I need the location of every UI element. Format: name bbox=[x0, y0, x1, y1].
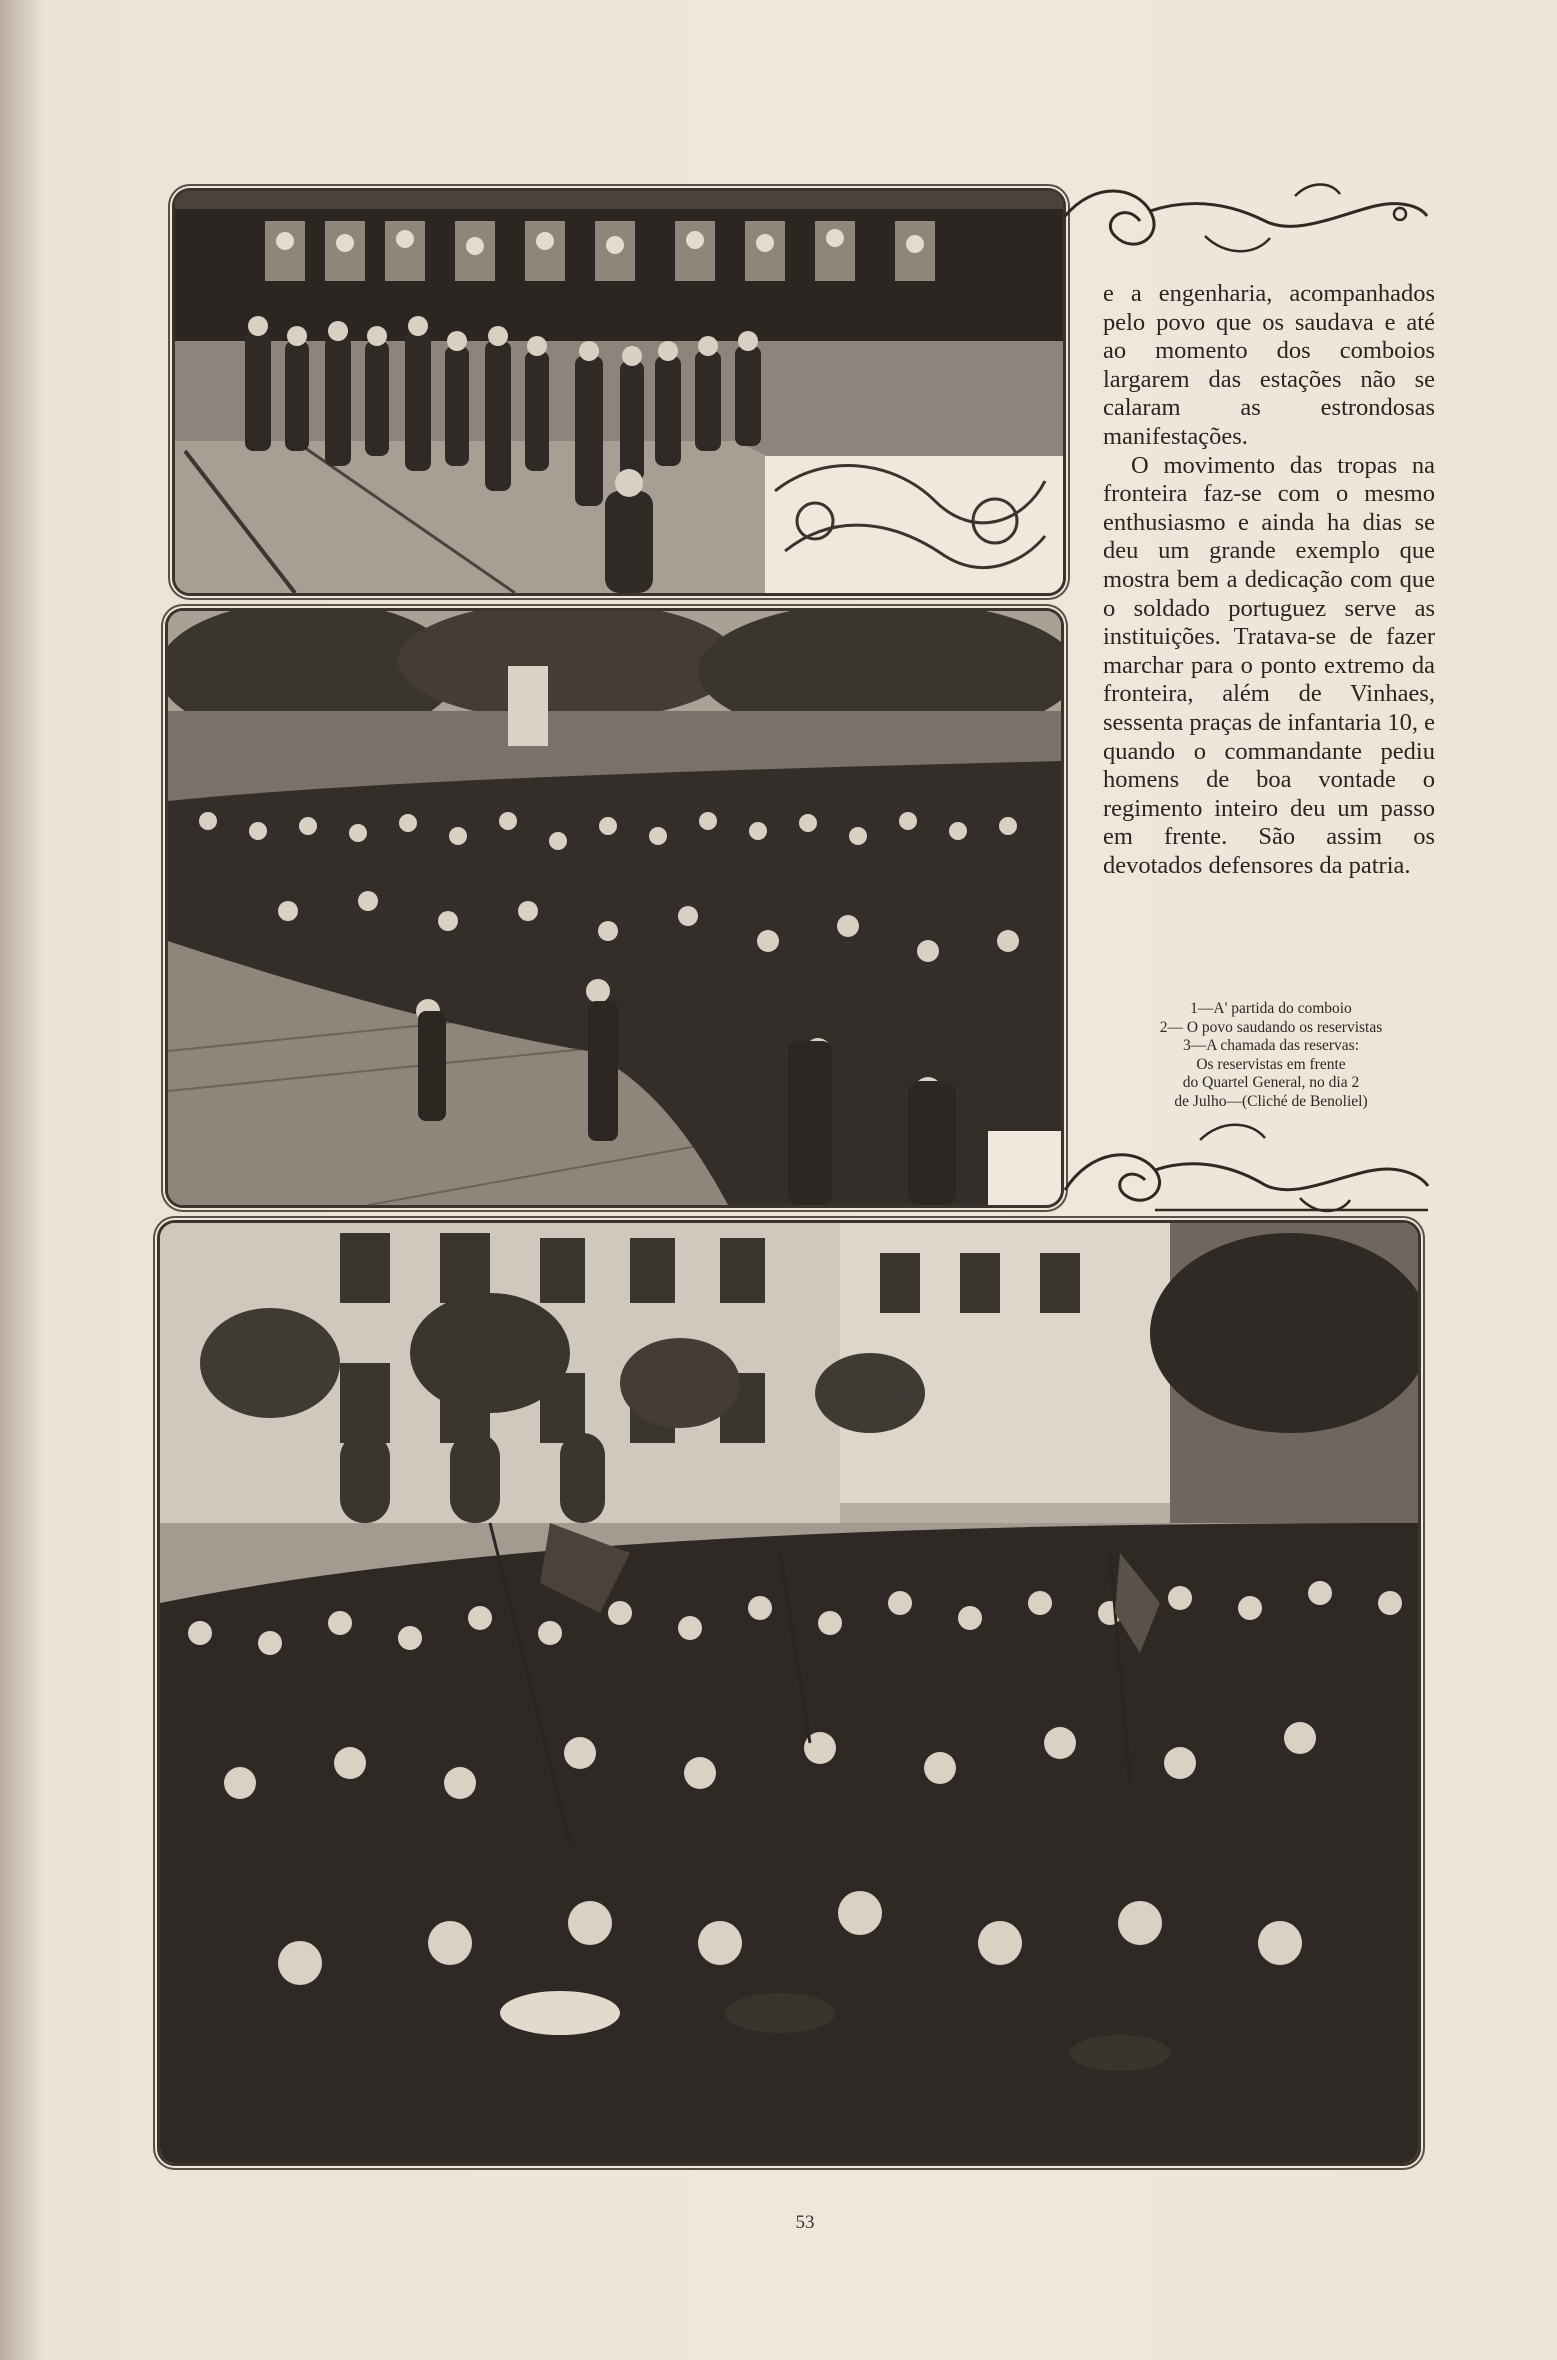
article-paragraph: e a engenharia, acompanhados pelo povo que os saudava e até ao momento dos comboios largarem das estações não se calaram as estrondosas manifestações. bbox=[1103, 280, 1435, 450]
caption-line: 3—A chamada das reservas: bbox=[1182, 1037, 1360, 1055]
caption-line: de Julho—(Cliché de Benoliel) bbox=[1174, 1092, 1368, 1110]
article-paragraph: O movimento das tropas na fronteira faz-se com o mesmo enthusiasmo e ainda ha dias se deu um grande exemplo que mostra bem a dedicação com que o soldado portuguez serve as instituições. Tratava-se de fazer marchar para o ponto extremo da fronteira, além de Vinhaes, sessenta praças de infantaria 10, e quando o commandante pediu homens de boa vontade o regimento inteiro deu um passo em frente. São assim os devotados defensores da patria. bbox=[1103, 451, 1435, 879]
article-text-column bbox=[1103, 280, 1435, 880]
caption-line: 2— O povo saudando os reservistas bbox=[1159, 1018, 1383, 1036]
page-binding-shadow bbox=[0, 0, 44, 2360]
photo-reservists-quartel-general bbox=[157, 1220, 1421, 2166]
caption-line: Os reservistas em frente bbox=[1196, 1055, 1346, 1073]
caption-line: do Quartel General, no dia 2 bbox=[1182, 1074, 1360, 1092]
photo-crowd-street bbox=[165, 608, 1064, 1208]
photo-train-departure bbox=[172, 188, 1066, 596]
caption-line: 1—A' partida do comboio bbox=[1190, 1000, 1352, 1017]
photo-caption bbox=[1098, 1000, 1444, 1112]
flourish-ornament-middle bbox=[1050, 1120, 1435, 1220]
flourish-ornament-top bbox=[1055, 176, 1435, 266]
page-number: 53 bbox=[795, 2212, 815, 2233]
